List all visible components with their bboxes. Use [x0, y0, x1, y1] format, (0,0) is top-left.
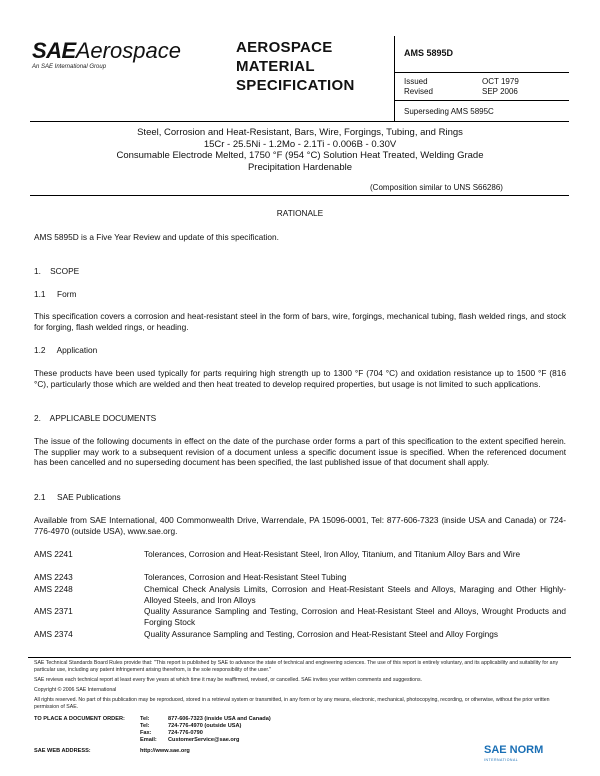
email-address[interactable]: CustomerService@sae.org — [168, 737, 240, 743]
section-1-heading: 1. SCOPE — [34, 266, 80, 276]
superseding-note: Superseding AMS 5895C — [404, 107, 494, 116]
norm-logo-text: SAE NORM — [484, 744, 544, 756]
revised-date: SEP 2006 — [482, 87, 518, 96]
header-divider-full — [30, 121, 569, 122]
rationale-text: AMS 5895D is a Five Year Review and update of this specification. — [34, 232, 279, 242]
logo-aerospace-text: Aerospace — [75, 38, 181, 63]
spec-code: AMS 2371 — [34, 606, 73, 616]
section-2-1-heading: 2.1 SAE Publications — [34, 492, 121, 502]
tel-outside-usa: 724-776-4970 (outside USA) — [168, 723, 242, 729]
logo-subtitle: An SAE International Group — [32, 64, 107, 70]
spec-code: AMS 2241 — [34, 549, 73, 559]
rationale-heading: RATIONALE — [276, 208, 324, 218]
header-divider-vertical — [394, 36, 395, 121]
subject-block — [30, 127, 570, 173]
fax-number: 724-776-0790 — [168, 730, 203, 736]
web-address-link[interactable]: http://www.sae.org — [140, 748, 190, 754]
title-line-1: AEROSPACE — [236, 39, 333, 56]
email-label: Email: — [140, 737, 157, 743]
web-label: SAE WEB ADDRESS: — [34, 748, 91, 754]
footer-review-text: SAE reviews each technical report at least every five years at which time it may be reaffirmed, revised, or cancelled. SAE invites your written comments and suggestions. — [34, 677, 422, 683]
spec-description: Chemical Check Analysis Limits, Corrosion and Heat-Resistant Steels and Alloys, Maraging and Other Highly-Alloyed Steels, and Iron Alloys — [144, 584, 566, 605]
composition-note: (Composition similar to UNS S66286) — [370, 183, 503, 192]
title-line-3: SPECIFICATION — [236, 77, 355, 94]
header-divider-mid — [394, 100, 569, 101]
section-1-1-heading: 1.1 Form — [34, 289, 77, 299]
order-label: TO PLACE A DOCUMENT ORDER: — [34, 716, 125, 722]
tel-inside-usa: 877-606-7323 (inside USA and Canada) — [168, 716, 271, 722]
subject-divider — [30, 195, 569, 196]
footer-rights-text: All rights reserved. No part of this publication may be reproduced, stored in a retrieval system or transmitted, in any form or by any means, electronic, mechanical, photocopying, recording, or otherwise, without the prior written permission of SAE. — [34, 697, 550, 710]
tel-2-label: Tel: — [140, 723, 150, 729]
subject-line-4: Precipitation Hardenable — [247, 161, 353, 173]
header-divider-top — [394, 72, 569, 73]
section-1-1-text: This specification covers a corrosion and heat-resistant steel in the form of bars, wire, forgings, mechanical tubing, flash welded rings, and stock for forging, flash welded rings, or heading. — [34, 311, 566, 332]
section-2-text: The issue of the following documents in effect on the date of the purchase order forms a part of this specification to the extent specified herein. The supplier may work to a subsequent revision of a document unless a specific document issue is specified. When the referenced document has been cancelled and no superseding document has been specified, the last published issue of that document shall apply. — [34, 436, 566, 467]
tel-label: Tel: — [140, 716, 150, 722]
spec-description: Tolerances, Corrosion and Heat-Resistant Steel Tubing — [144, 572, 347, 582]
sae-norm-logo — [484, 740, 543, 762]
section-1-2-heading: 1.2 Application — [34, 345, 98, 355]
footer-divider — [28, 657, 571, 658]
fax-label: Fax: — [140, 730, 152, 736]
revised-label: Revised — [404, 87, 433, 96]
issued-date: OCT 1979 — [482, 77, 519, 86]
sae-aerospace-logo — [32, 40, 181, 70]
subject-line-3: Consumable Electrode Melted, 1750 °F (954 °C) Solution Heat Treated, Welding Grade — [116, 150, 484, 161]
logo-sae-text: SAE — [32, 38, 76, 63]
document-number: AMS 5895D — [404, 48, 454, 58]
spec-description: Quality Assurance Sampling and Testing, Corrosion and Heat-Resistant Steel and Alloy Forgings — [144, 629, 499, 639]
title-line-2: MATERIAL — [236, 58, 315, 75]
section-2-1-text: Available from SAE International, 400 Commonwealth Drive, Warrendale, PA 15096-0001, Tel: 877-606-7323 (inside USA and Canada) or 724-776-4970 (outside USA), www.sae.org. — [34, 515, 566, 536]
spec-code: AMS 2374 — [34, 629, 73, 639]
norm-logo-subtext: INTERNATIONAL — [484, 758, 519, 762]
spec-description: Tolerances, Corrosion and Heat-Resistant Steel, Iron Alloy, Titanium, and Titanium Alloy Bars and Wire — [144, 549, 521, 559]
spec-description: Quality Assurance Sampling and Testing, Corrosion and Heat-Resistant Steel and Alloys, Wrought Products and Forging Stock — [144, 606, 566, 627]
subject-line-1: Steel, Corrosion and Heat-Resistant, Bars, Wire, Forgings, Tubing, and Rings — [137, 127, 463, 138]
section-2-heading: 2. APPLICABLE DOCUMENTS — [34, 413, 157, 423]
spec-code: AMS 2243 — [34, 572, 73, 582]
spec-code: AMS 2248 — [34, 584, 73, 594]
section-1-2-text: These products have been used typically for parts requiring high strength up to 1300 °F (704 °C) and oxidation resistance up to 1500 °F (816 °C), particularly those which are welded and then heat treated to develop required properties, but usage is not limited to such applications. — [34, 368, 566, 389]
document-title — [236, 38, 355, 95]
issued-label: Issued — [404, 77, 428, 86]
subject-line-2: 15Cr - 25.5Ni - 1.2Mo - 2.1Ti - 0.006B - 0.30V — [203, 138, 397, 150]
footer-copyright: Copyright © 2006 SAE International — [34, 687, 117, 693]
footer-rules-text: SAE Technical Standards Board Rules provide that: "This report is published by SAE to advance the state of technical and engineering sciences. The use of this report is entirely voluntary, and its applicability and suitability for any particular use, including any patent infringement arising therefrom, is the sole responsibility of the user." — [34, 660, 559, 673]
